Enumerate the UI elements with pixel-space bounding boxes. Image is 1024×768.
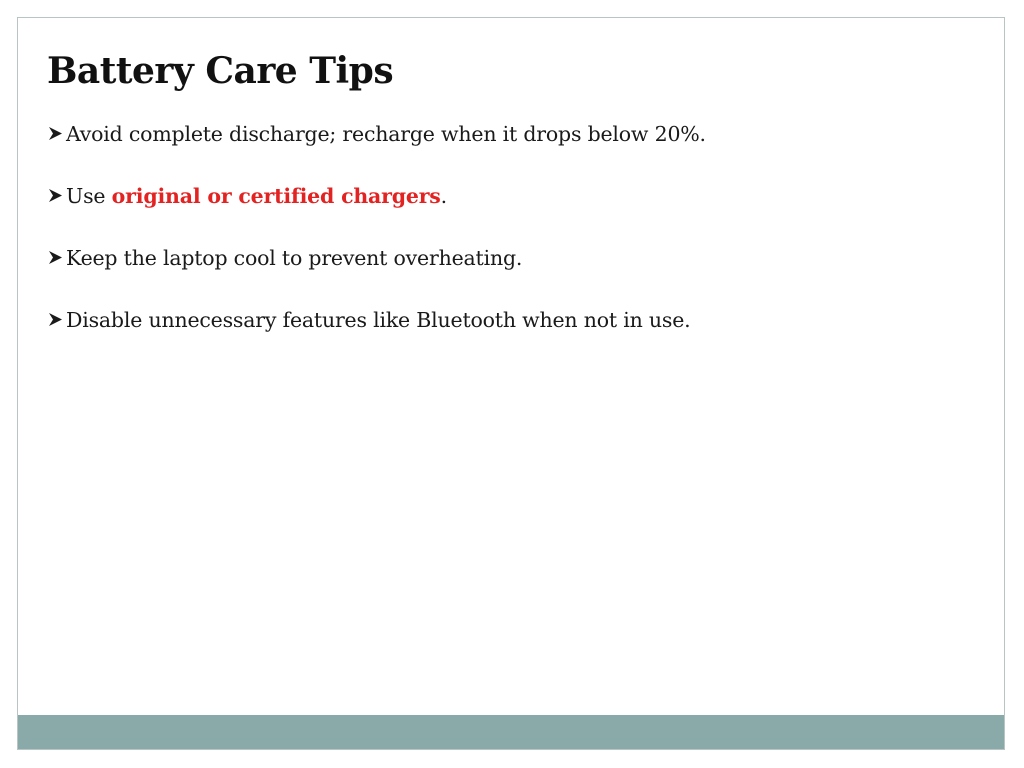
bullet-item: [47, 180, 706, 242]
bullet-highlight: original or certified chargers: [111, 184, 441, 208]
bullet-list: [47, 118, 706, 366]
slide-title: Battery Care Tips: [47, 50, 394, 92]
bullet-item: [47, 242, 706, 304]
arrow-bullet-icon: [47, 186, 65, 203]
bullet-text: Avoid complete discharge; recharge when it drops below 20%.: [66, 122, 706, 146]
arrow-bullet-icon: [47, 248, 65, 265]
footer-bar: [18, 715, 1004, 749]
bullet-item: [47, 304, 706, 366]
arrow-bullet-icon: [47, 310, 65, 327]
bullet-text-prefix: Use: [66, 184, 112, 208]
bullet-text: Disable unnecessary features like Bluetooth when not in use.: [66, 308, 691, 332]
bullet-item: [47, 118, 706, 180]
bullet-text: Keep the laptop cool to prevent overheating.: [66, 246, 523, 270]
arrow-bullet-icon: [47, 124, 65, 141]
slide-frame: [17, 17, 1005, 750]
bullet-text-suffix: .: [440, 184, 447, 208]
